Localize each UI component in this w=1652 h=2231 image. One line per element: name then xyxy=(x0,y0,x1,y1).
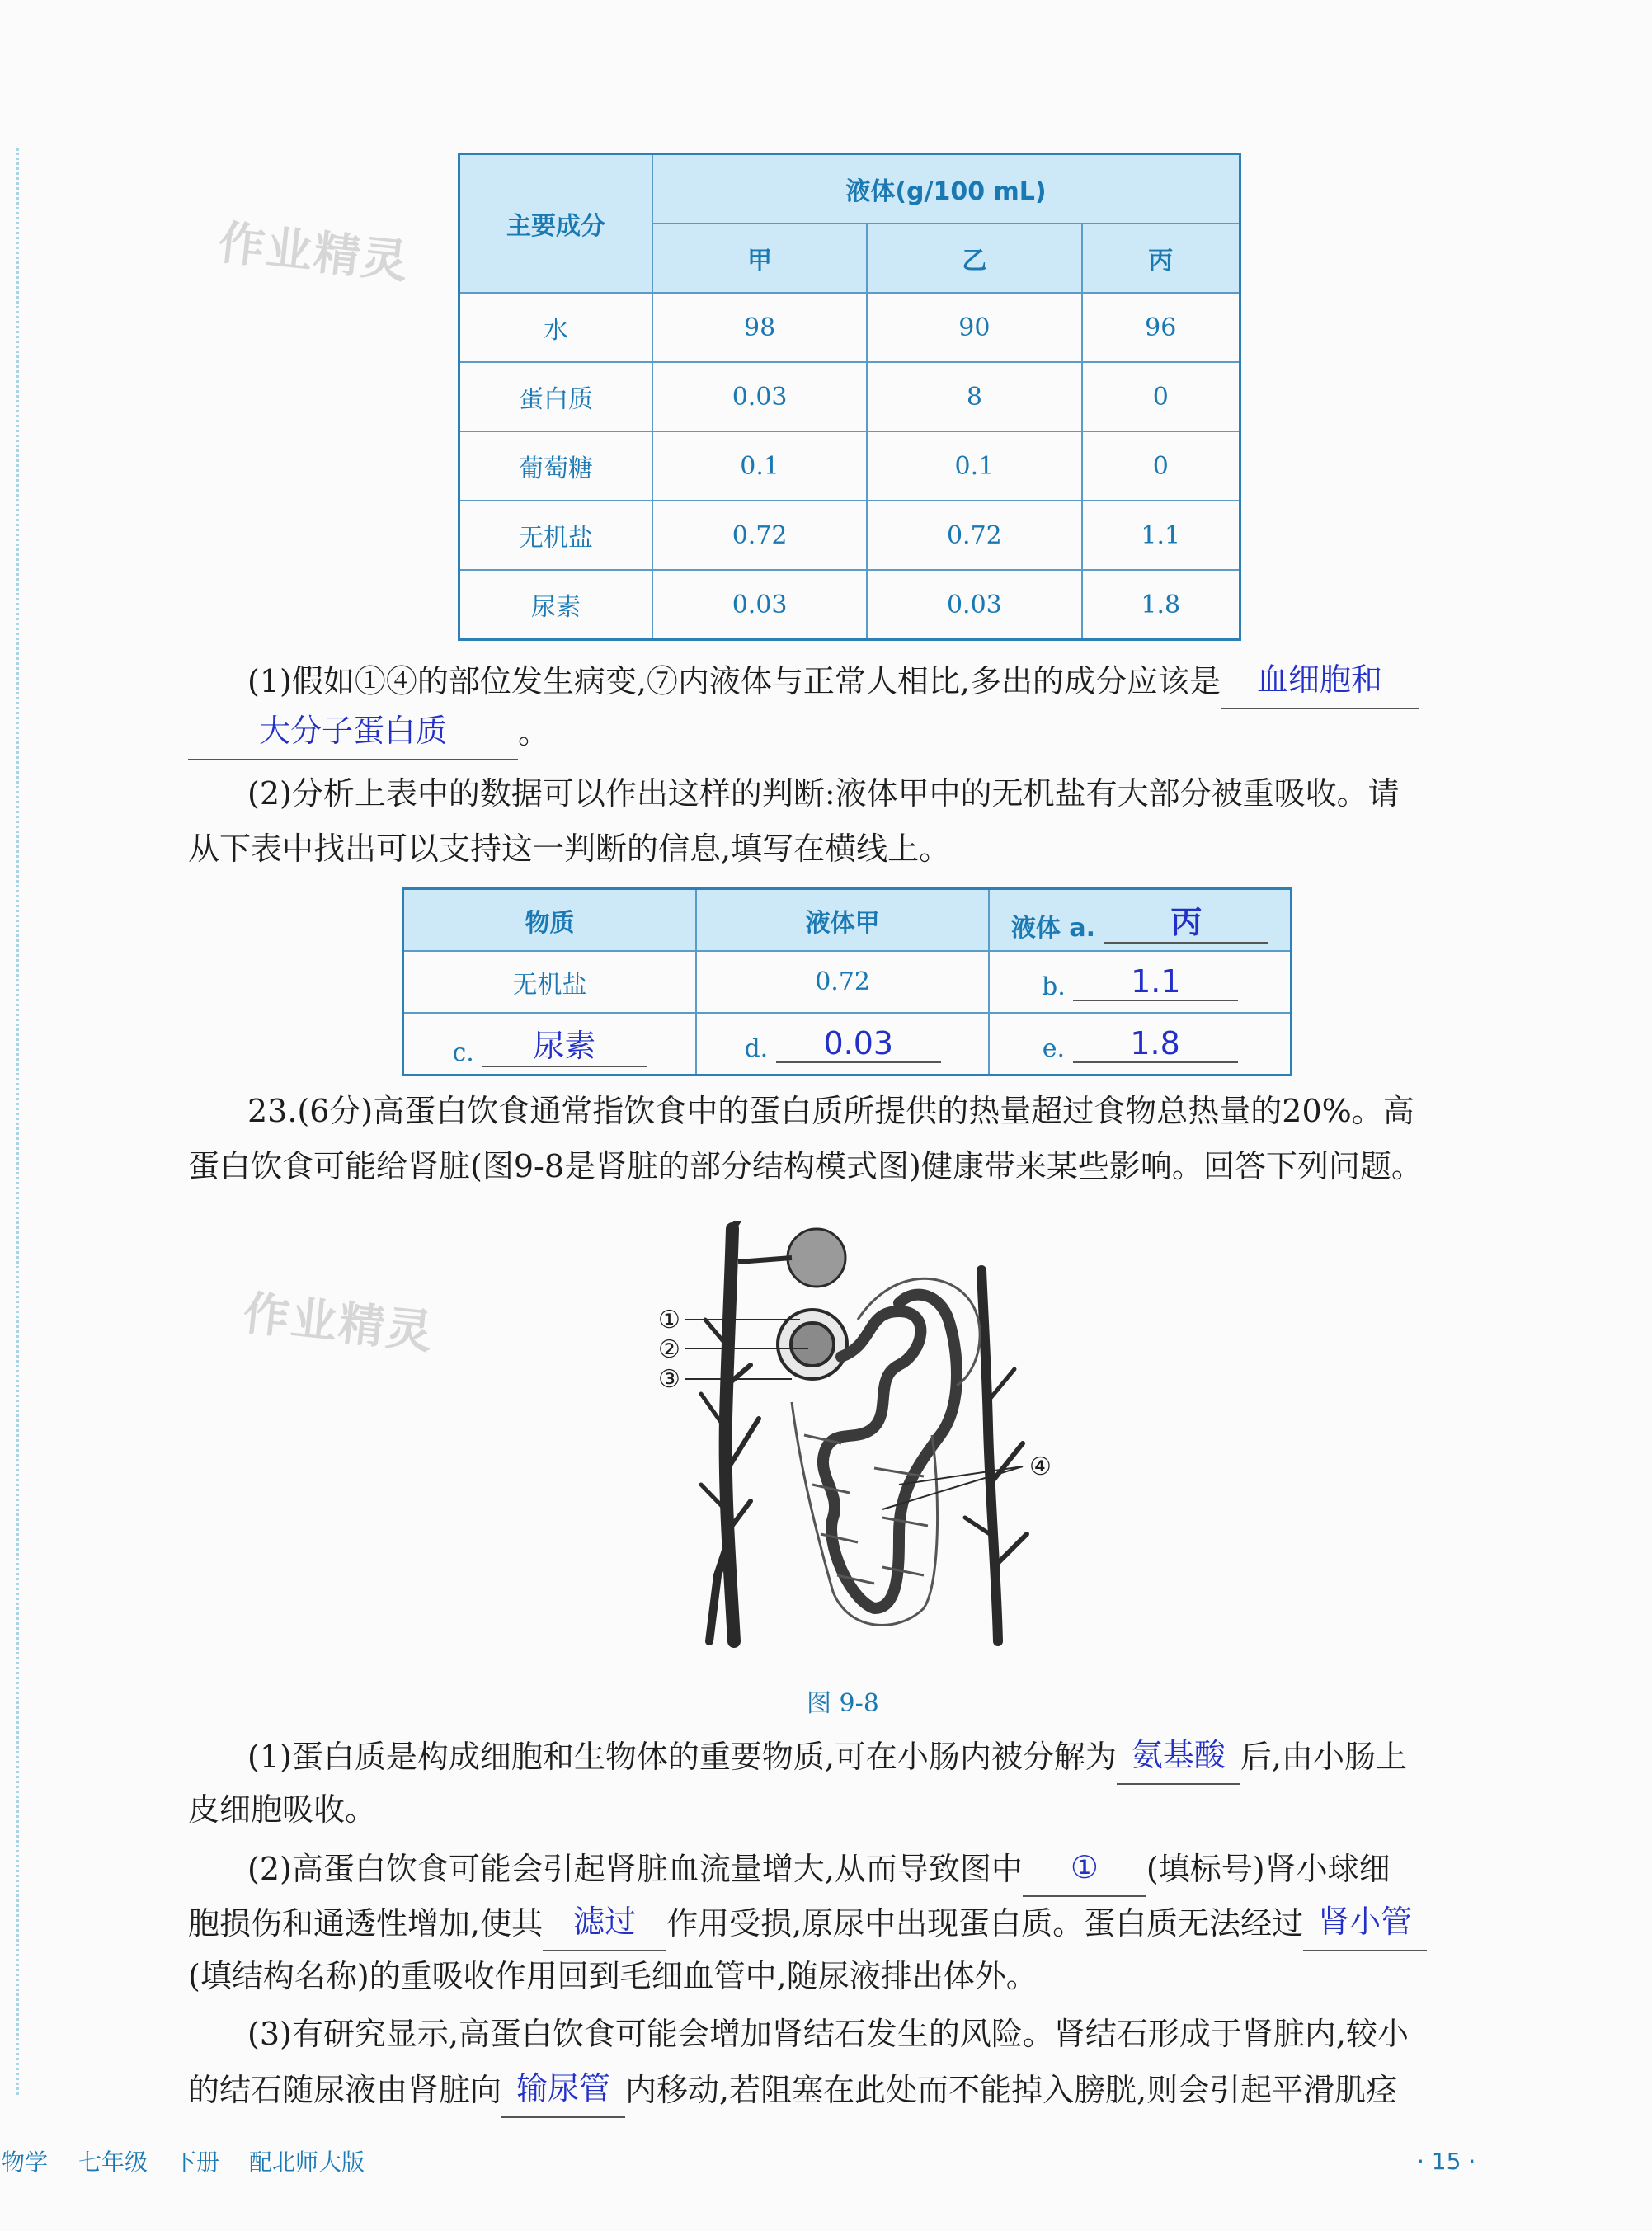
label-c: c. xyxy=(452,1038,474,1067)
cell: 96 xyxy=(1082,293,1240,362)
handwritten-answer: 肾小管 xyxy=(1318,1904,1413,1940)
question-2-line2: 从下表中找出可以支持这一判断的信息,填写在横线上。 xyxy=(188,831,951,867)
handwritten-answer: 丙 xyxy=(1170,904,1203,940)
cell: 无机盐 xyxy=(403,951,696,1013)
label-1: ① xyxy=(658,1306,680,1334)
part-3-line1: (3)有研究显示,高蛋白饮食可能会增加肾结石发生的风险。肾结石形成于肾脏内,较小 xyxy=(247,2016,1409,2052)
text: 作用受损,原尿中出现蛋白质。蛋白质无法经过 xyxy=(666,1905,1304,1942)
text: (1)蛋白质是构成细胞和生物体的重要物质,可在小肠内被分解为 xyxy=(247,1739,1117,1775)
blood-vessel-left xyxy=(701,1221,759,1641)
table-row xyxy=(459,431,1240,501)
footer-grade: 七年级 xyxy=(78,2149,148,2176)
label-4: ④ xyxy=(1029,1452,1052,1481)
question-2-line1: (2)分析上表中的数据可以作出这样的判断:液体甲中的无机盐有大部分被重吸收。请 xyxy=(247,775,1400,812)
handwritten-answer: 1.8 xyxy=(1130,1024,1180,1061)
cell: 98 xyxy=(652,293,867,362)
question-23-line1: 23.(6分)高蛋白饮食通常指饮食中的蛋白质所提供的热量超过食物总热量的20%。高 xyxy=(247,1093,1414,1129)
header-substance: 物质 xyxy=(403,889,696,952)
cell: 0 xyxy=(1082,431,1240,501)
text: 内移动,若阻塞在此处而不能掉入膀胱,则会引起平滑肌痉 xyxy=(625,2072,1398,2108)
row-name: 蛋白质 xyxy=(459,362,653,431)
cell: 0.03 xyxy=(652,570,867,640)
cell: 0.72 xyxy=(696,951,989,1013)
col-header: 乙 xyxy=(867,224,1081,293)
cell: 0.72 xyxy=(652,501,867,570)
text: 的结石随尿液由肾脏向 xyxy=(188,2072,502,2108)
table-row xyxy=(403,951,1292,1013)
answer-table xyxy=(402,887,1292,1076)
part-2-line2 xyxy=(188,1894,1427,1951)
answer-blank xyxy=(1303,1894,1427,1951)
label-d: d. xyxy=(744,1033,769,1063)
cell xyxy=(696,1013,989,1075)
label-2: ② xyxy=(658,1335,680,1364)
cell: 0.72 xyxy=(867,501,1081,570)
table-row xyxy=(403,1013,1292,1075)
table-row xyxy=(459,501,1240,570)
cell xyxy=(989,951,1291,1013)
footer-edition: 配北师大版 xyxy=(249,2149,365,2176)
part-2-line1 xyxy=(247,1839,1391,1897)
handwritten-answer: ① xyxy=(1070,1849,1099,1885)
cell: 1.8 xyxy=(1082,570,1240,640)
answer-blank xyxy=(543,1894,666,1951)
label-a: 液体 a. xyxy=(1010,914,1095,943)
row-name: 葡萄糖 xyxy=(459,431,653,501)
figure-caption: 图 9-8 xyxy=(807,1689,879,1718)
handwritten-answer: 血细胞和 xyxy=(1256,661,1382,698)
composition-table xyxy=(458,153,1241,641)
table-row xyxy=(459,293,1240,362)
cell: 0.03 xyxy=(652,362,867,431)
header-liquid-a: 液体甲 xyxy=(696,889,989,952)
header-liquid-x xyxy=(989,889,1291,952)
cell: 90 xyxy=(867,293,1081,362)
cell: 0 xyxy=(1082,362,1240,431)
question-23-line2: 蛋白饮食可能给肾脏(图9-8是肾脏的部分结构模式图)健康带来某些影响。回答下列问题。 xyxy=(188,1148,1423,1184)
question-1 xyxy=(247,652,1419,709)
part-2-line3: (填结构名称)的重吸收作用回到毛细血管中,随尿液排出体外。 xyxy=(188,1958,1038,1994)
cell: 0.03 xyxy=(867,570,1081,640)
handwritten-answer: 滤过 xyxy=(573,1904,637,1940)
answer-blank xyxy=(188,703,518,760)
answer-blank xyxy=(482,1020,647,1067)
handwritten-answer: 大分子蛋白质 xyxy=(258,713,447,749)
text: 后,由小肠上 xyxy=(1240,1739,1408,1775)
answer-blank xyxy=(1221,652,1419,709)
table-row xyxy=(459,362,1240,431)
cell: 0.1 xyxy=(652,431,867,501)
row-name: 尿素 xyxy=(459,570,653,640)
table-row xyxy=(459,570,1240,640)
text: 胞损伤和通透性增加,使其 xyxy=(188,1905,544,1942)
text: (2)高蛋白饮食可能会引起肾脏血流量增大,从而导致图中 xyxy=(247,1851,1023,1887)
handwritten-answer: 尿素 xyxy=(533,1028,596,1064)
cell: 8 xyxy=(867,362,1081,431)
col-header: 丙 xyxy=(1082,224,1240,293)
margin-dotted-line xyxy=(16,148,26,2095)
footer-volume: 下册 xyxy=(173,2149,220,2176)
answer-blank xyxy=(1117,1727,1240,1785)
nephron-diagram xyxy=(627,1221,1089,1650)
watermark: 作业精灵 xyxy=(240,1287,437,1360)
part-1-line1 xyxy=(247,1727,1407,1785)
label-b: b. xyxy=(1042,972,1066,1001)
answer-blank xyxy=(1023,1839,1146,1897)
answer-blank xyxy=(1073,1025,1238,1063)
handwritten-answer: 1.1 xyxy=(1131,963,1181,1000)
glomerulus-top xyxy=(738,1229,845,1287)
watermark: 作业精灵 xyxy=(215,216,412,289)
footer-subject: 物学 xyxy=(2,2149,49,2176)
col-header: 甲 xyxy=(652,224,867,293)
cell xyxy=(989,1013,1291,1075)
answer-blank xyxy=(501,2060,625,2118)
handwritten-answer: 氨基酸 xyxy=(1131,1737,1226,1773)
label-3: ③ xyxy=(658,1365,680,1394)
handwritten-answer: 输尿管 xyxy=(516,2070,611,2106)
answer-blank xyxy=(776,1025,941,1063)
label-e: e. xyxy=(1042,1033,1066,1063)
cell: 0.1 xyxy=(867,431,1081,501)
row-name: 水 xyxy=(459,293,653,362)
answer-blank xyxy=(1104,897,1268,944)
blood-vessel-right xyxy=(965,1270,1027,1641)
question-1-cont xyxy=(188,703,549,760)
part-1-line2: 皮细胞吸收。 xyxy=(188,1791,377,1828)
header-liquid: 液体(g/100 mL) xyxy=(652,154,1240,224)
question-text: (1)假如①④的部位发生病变,⑦内液体与正常人相比,多出的成分应该是 xyxy=(247,663,1221,699)
cell: 1.1 xyxy=(1082,501,1240,570)
punct: 。 xyxy=(518,714,550,751)
part-3-line2 xyxy=(188,2060,1397,2118)
header-component: 主要成分 xyxy=(459,154,653,294)
row-name: 无机盐 xyxy=(459,501,653,570)
handwritten-answer: 0.03 xyxy=(823,1024,894,1061)
answer-blank xyxy=(1073,963,1238,1001)
cell xyxy=(403,1013,696,1075)
page-number: · 15 · xyxy=(1417,2148,1476,2175)
text: (填标号)肾小球细 xyxy=(1146,1851,1391,1887)
